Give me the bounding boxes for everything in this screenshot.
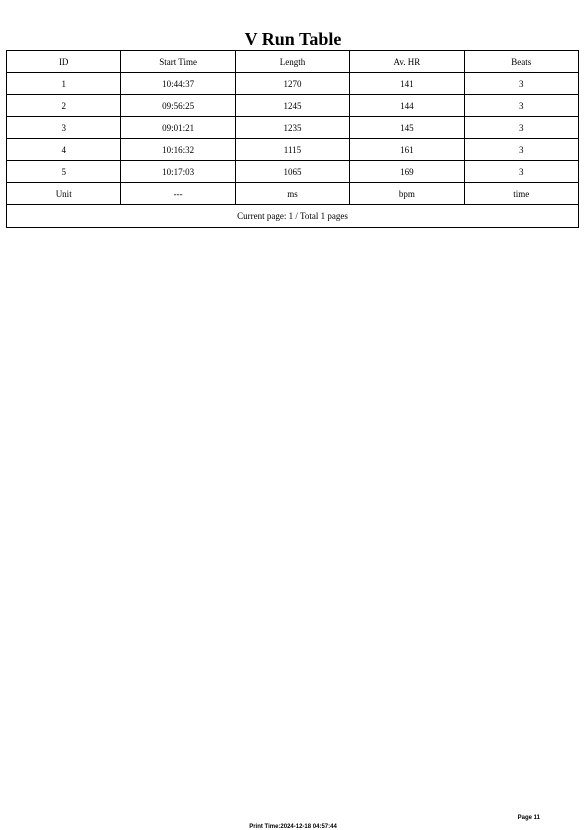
page-number: Page 11 bbox=[517, 815, 540, 821]
cell-start-time: 10:44:37 bbox=[121, 73, 235, 95]
table-row bbox=[7, 117, 579, 139]
cell-av-hr: 141 bbox=[350, 73, 464, 95]
cell-id: 2 bbox=[7, 95, 121, 117]
column-header-start-time: Start Time bbox=[121, 51, 235, 73]
unit-length: ms bbox=[235, 183, 349, 205]
cell-length: 1235 bbox=[235, 117, 349, 139]
page-title: V Run Table bbox=[244, 29, 342, 49]
print-time: Print Time:2024-12-18 04:57:44 bbox=[249, 824, 337, 830]
cell-beats: 3 bbox=[464, 117, 578, 139]
cell-length: 1270 bbox=[235, 73, 349, 95]
cell-id: 5 bbox=[7, 161, 121, 183]
cell-id: 1 bbox=[7, 73, 121, 95]
column-header-av-hr: Av. HR bbox=[350, 51, 464, 73]
unit-beats: time bbox=[464, 183, 578, 205]
cell-start-time: 10:17:03 bbox=[121, 161, 235, 183]
cell-beats: 3 bbox=[464, 73, 578, 95]
pagination-text: Current page: 1 / Total 1 pages bbox=[7, 205, 579, 228]
cell-length: 1065 bbox=[235, 161, 349, 183]
cell-length: 1115 bbox=[235, 139, 349, 161]
v-run-table bbox=[6, 50, 579, 228]
cell-id: 3 bbox=[7, 117, 121, 139]
cell-beats: 3 bbox=[464, 161, 578, 183]
column-header-id: ID bbox=[7, 51, 121, 73]
table-row bbox=[7, 73, 579, 95]
unit-label: Unit bbox=[7, 183, 121, 205]
column-header-length: Length bbox=[235, 51, 349, 73]
cell-start-time: 09:01:21 bbox=[121, 117, 235, 139]
unit-start-time: --- bbox=[121, 183, 235, 205]
column-header-beats: Beats bbox=[464, 51, 578, 73]
table-row bbox=[7, 161, 579, 183]
cell-start-time: 09:56:25 bbox=[121, 95, 235, 117]
table-row bbox=[7, 95, 579, 117]
cell-id: 4 bbox=[7, 139, 121, 161]
table-header-row bbox=[7, 51, 579, 73]
cell-beats: 3 bbox=[464, 95, 578, 117]
cell-length: 1245 bbox=[235, 95, 349, 117]
cell-av-hr: 169 bbox=[350, 161, 464, 183]
table-row bbox=[7, 139, 579, 161]
pagination-row bbox=[7, 205, 579, 228]
unit-av-hr: bpm bbox=[350, 183, 464, 205]
cell-av-hr: 144 bbox=[350, 95, 464, 117]
units-row bbox=[7, 183, 579, 205]
cell-beats: 3 bbox=[464, 139, 578, 161]
cell-av-hr: 145 bbox=[350, 117, 464, 139]
cell-av-hr: 161 bbox=[350, 139, 464, 161]
cell-start-time: 10:16:32 bbox=[121, 139, 235, 161]
